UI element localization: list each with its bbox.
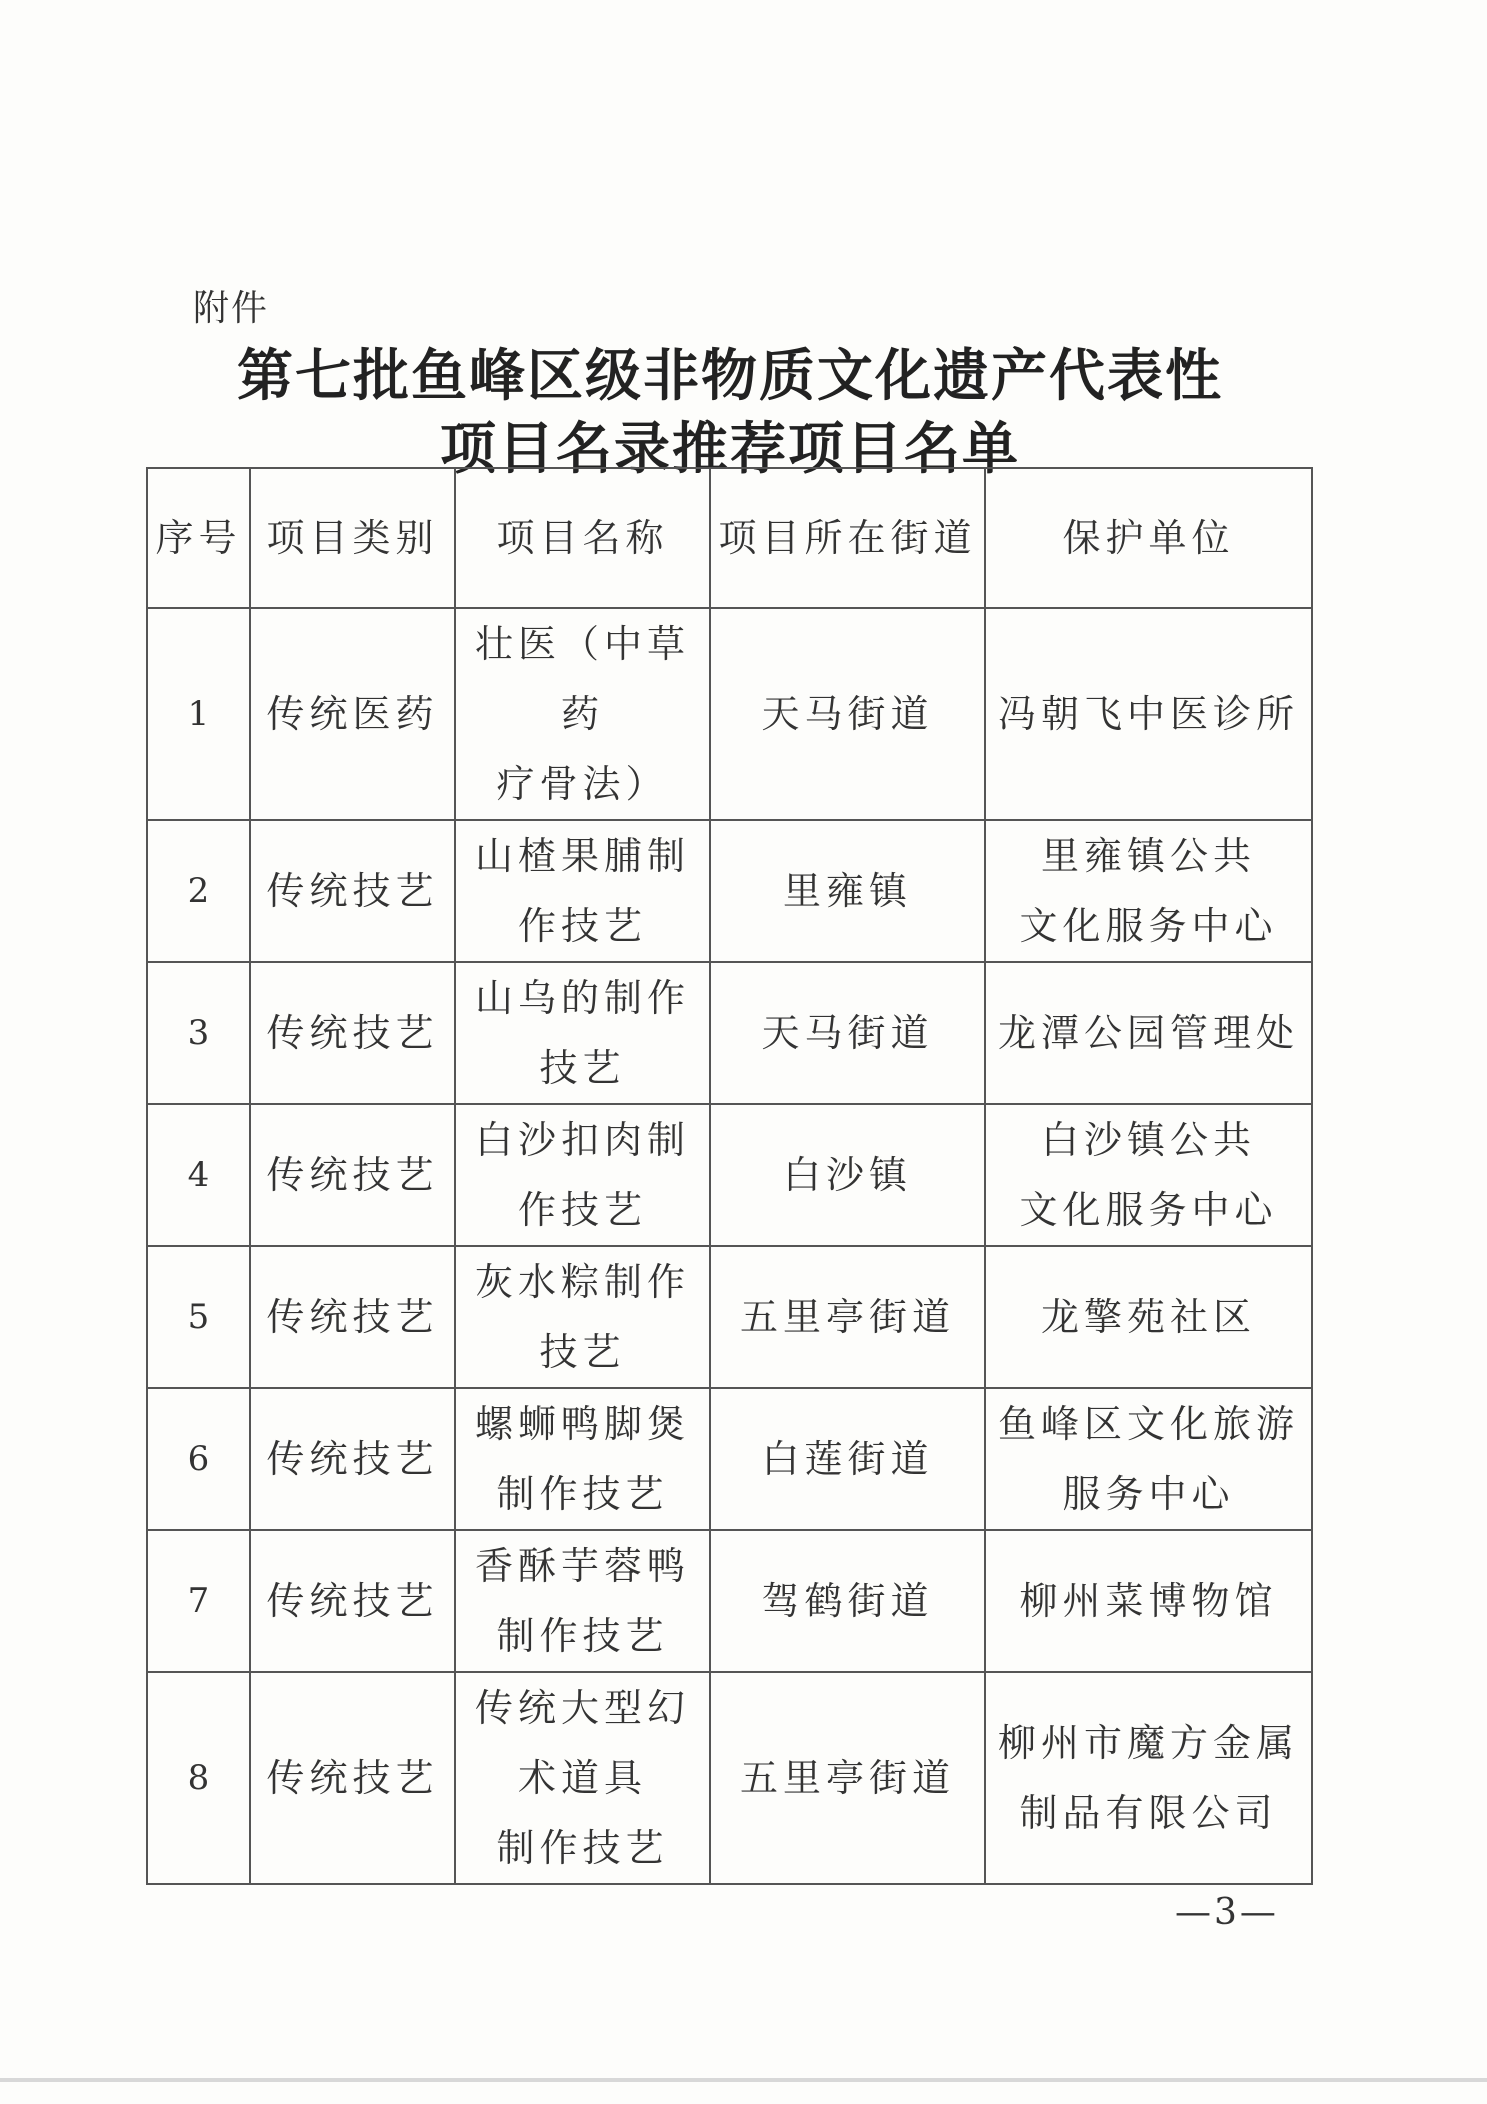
- cell-unit-line: 文化服务中心: [1019, 904, 1278, 948]
- cell-seq: 6: [147, 1388, 250, 1530]
- header-street: 项目所在街道: [710, 468, 985, 608]
- cell-unit: [985, 820, 1312, 962]
- cell-name-line: 香酥芋蓉鸭: [474, 1544, 690, 1588]
- cell-unit-line: 柳州菜博物馆: [1019, 1579, 1278, 1623]
- cell-unit-line: 柳州市魔方金属: [997, 1721, 1299, 1765]
- table-header-row: [147, 468, 1312, 608]
- cell-name: [455, 608, 710, 820]
- recommended-projects-table: [146, 467, 1313, 1885]
- cell-name: [455, 1530, 710, 1672]
- cell-unit-line: 鱼峰区文化旅游: [997, 1402, 1299, 1446]
- cell-name: [455, 1388, 710, 1530]
- scan-edge-line: [0, 2078, 1487, 2082]
- cell-unit: [985, 608, 1312, 820]
- cell-street: 里雍镇: [710, 820, 985, 962]
- cell-category: 传统技艺: [250, 1246, 455, 1388]
- cell-unit-line: 制品有限公司: [1019, 1791, 1278, 1835]
- cell-category: 传统技艺: [250, 1530, 455, 1672]
- cell-unit-line: 冯朝飞中医诊所: [997, 692, 1299, 736]
- cell-name: [455, 962, 710, 1104]
- cell-seq: 5: [147, 1246, 250, 1388]
- table-row: [147, 608, 1312, 820]
- cell-seq: 3: [147, 962, 250, 1104]
- header-seq: 序号: [147, 468, 250, 608]
- cell-name-line: 制作技艺: [496, 1472, 669, 1516]
- cell-name-line: 山乌的制作: [474, 976, 690, 1020]
- cell-street: 白沙镇: [710, 1104, 985, 1246]
- cell-name-line: 作技艺: [517, 1188, 647, 1232]
- header-category: 项目类别: [250, 468, 455, 608]
- cell-name: [455, 820, 710, 962]
- cell-name-line: 疗骨法）: [496, 762, 669, 806]
- cell-name-line: 壮医（中草药: [474, 622, 690, 736]
- cell-name-line: 作技艺: [517, 904, 647, 948]
- cell-street: 白莲街道: [710, 1388, 985, 1530]
- cell-seq: 8: [147, 1672, 250, 1884]
- cell-name-line: 制作技艺: [496, 1614, 669, 1658]
- document-title-line-2: 项目名录推荐项目名单: [440, 416, 1020, 482]
- cell-unit: [985, 962, 1312, 1104]
- cell-name: [455, 1672, 710, 1884]
- cell-unit-line: 里雍镇公共: [1040, 834, 1256, 878]
- table-row: [147, 1246, 1312, 1388]
- table-row: [147, 1530, 1312, 1672]
- cell-unit: [985, 1672, 1312, 1884]
- cell-category: 传统技艺: [250, 1104, 455, 1246]
- cell-category: 传统技艺: [250, 962, 455, 1104]
- cell-unit: [985, 1246, 1312, 1388]
- cell-name-line: 山楂果脯制: [474, 834, 690, 878]
- cell-unit-line: 白沙镇公共: [1040, 1118, 1256, 1162]
- cell-name-line: 术道具: [517, 1756, 647, 1800]
- table-row: [147, 1672, 1312, 1884]
- header-unit: 保护单位: [985, 468, 1312, 608]
- header-name: 项目名称: [455, 468, 710, 608]
- cell-street: 五里亭街道: [710, 1246, 985, 1388]
- cell-name-line: 白沙扣肉制: [474, 1118, 690, 1162]
- cell-category: 传统技艺: [250, 820, 455, 962]
- cell-category: 传统技艺: [250, 1388, 455, 1530]
- cell-street: 天马街道: [710, 962, 985, 1104]
- cell-unit-line: 龙潭公园管理处: [997, 1011, 1299, 1055]
- cell-name-line: 螺蛳鸭脚煲: [474, 1402, 690, 1446]
- cell-seq: 2: [147, 820, 250, 962]
- cell-name-line: 技艺: [539, 1046, 626, 1090]
- cell-name-line: 传统大型幻: [474, 1686, 690, 1730]
- cell-category: 传统技艺: [250, 1672, 455, 1884]
- cell-name-line: 技艺: [539, 1330, 626, 1374]
- cell-name: [455, 1246, 710, 1388]
- cell-seq: 7: [147, 1530, 250, 1672]
- cell-unit-line: 龙擎苑社区: [1040, 1295, 1256, 1339]
- cell-name: [455, 1104, 710, 1246]
- table-row: [147, 1104, 1312, 1246]
- table-row: [147, 820, 1312, 962]
- attachment-label: 附件: [193, 288, 270, 329]
- cell-unit-line: 服务中心: [1062, 1472, 1235, 1516]
- cell-unit: [985, 1388, 1312, 1530]
- cell-street: 五里亭街道: [710, 1672, 985, 1884]
- cell-street: 天马街道: [710, 608, 985, 820]
- cell-name-line: 灰水粽制作: [474, 1260, 690, 1304]
- cell-street: 驾鹤街道: [710, 1530, 985, 1672]
- page-number: —3—: [1175, 1892, 1279, 1933]
- cell-seq: 1: [147, 608, 250, 820]
- cell-name-line: 制作技艺: [496, 1826, 669, 1870]
- cell-unit: [985, 1530, 1312, 1672]
- table-row: [147, 1388, 1312, 1530]
- table-body: [147, 608, 1312, 1884]
- cell-category: 传统医药: [250, 608, 455, 820]
- table-row: [147, 962, 1312, 1104]
- cell-unit-line: 文化服务中心: [1019, 1188, 1278, 1232]
- cell-seq: 4: [147, 1104, 250, 1246]
- document-title-line-1: 第七批鱼峰区级非物质文化遗产代表性: [237, 343, 1223, 409]
- cell-unit: [985, 1104, 1312, 1246]
